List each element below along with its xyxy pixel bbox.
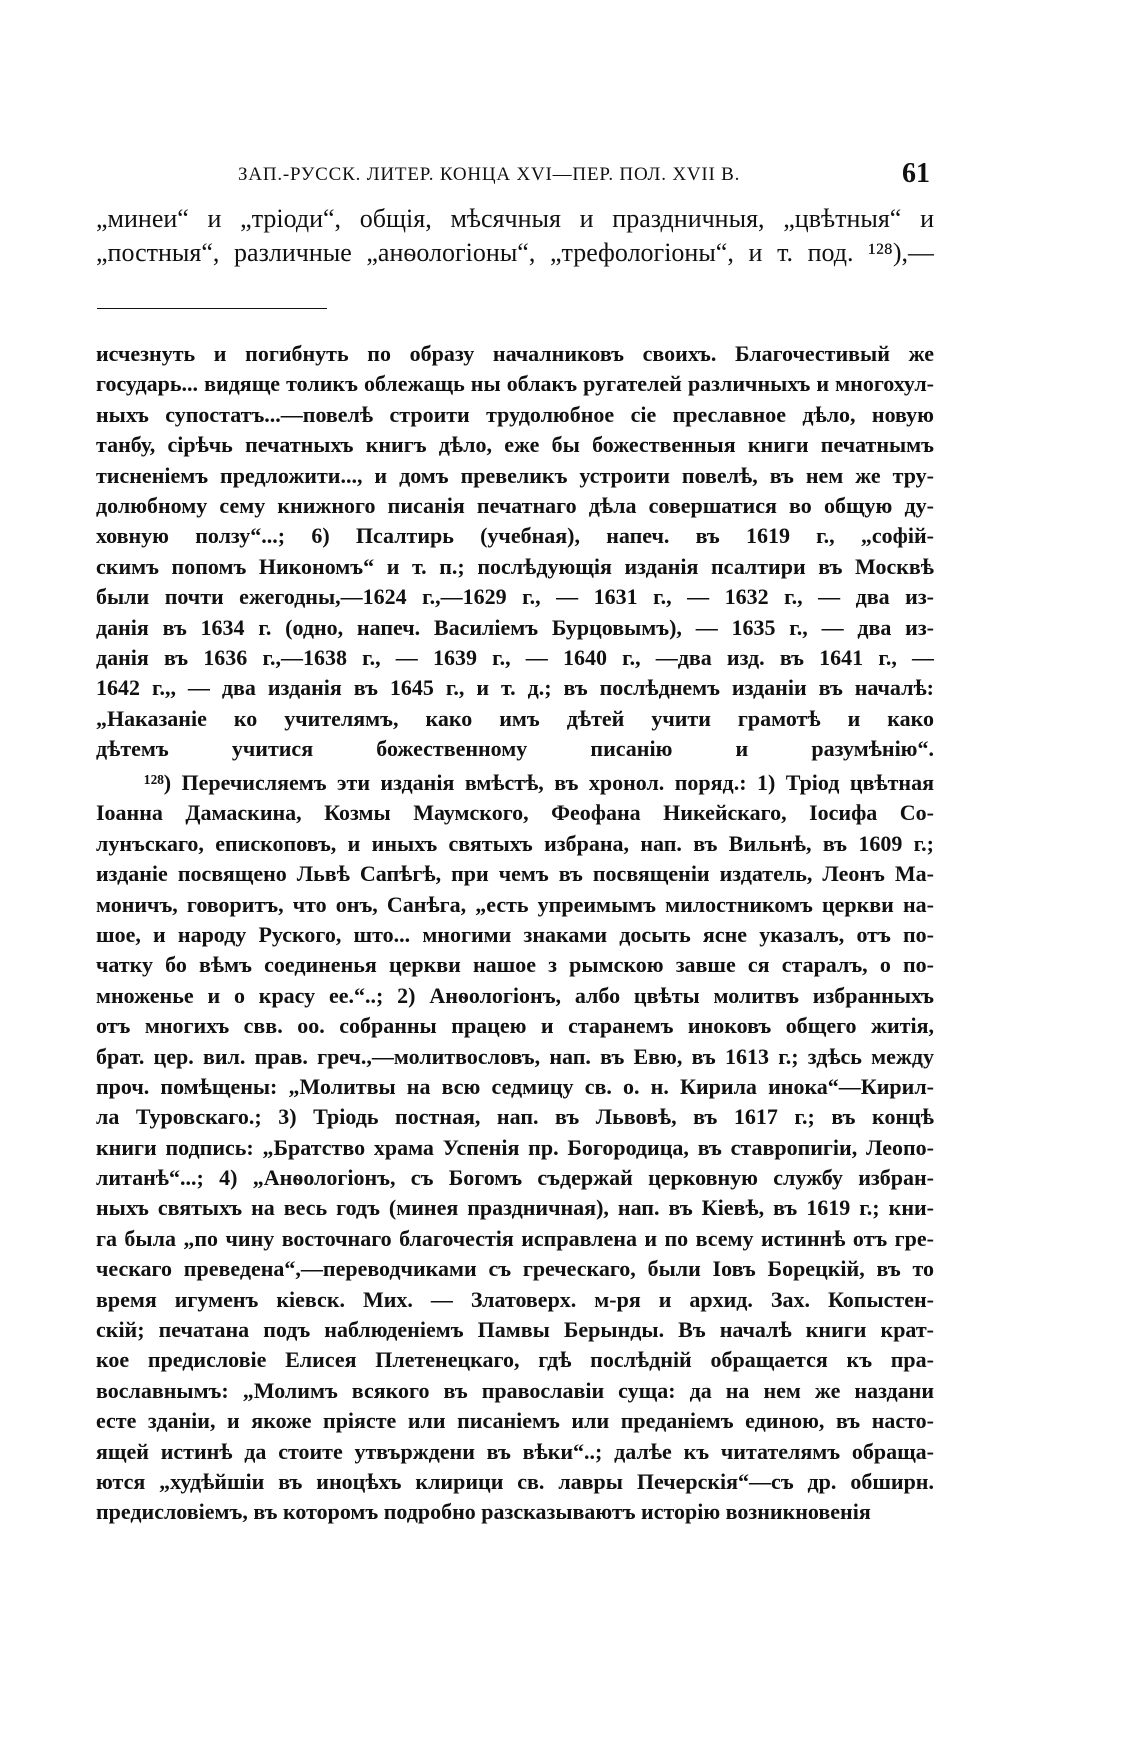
footnote-line: ¹²⁸) Перечисляемъ эти изданія вмѣстѣ, въ хронол. поряд.: 1) Тріод цвѣтная bbox=[144, 770, 934, 795]
footnote-line: дѣтемъ учитися божественному писанію и разумѣнію“. bbox=[96, 736, 934, 762]
footnote-line: изданіе посвящено Львѣ Сапѣгѣ, при чемъ въ посвященіи издатель, Леонъ Ма- bbox=[96, 861, 934, 887]
footnote-line: чатку бо вѣмъ соединенья церкви нашое з рымскою завше ся старалъ, о по- bbox=[96, 952, 934, 978]
footnote-line: есте зданіи, и якоже пріясте или писаніемъ или преданіемъ единою, въ насто- bbox=[96, 1408, 934, 1434]
footnote-line: книги подпись: „Братство храма Успенія пр. Богородица, въ ставропигіи, Леопо- bbox=[96, 1134, 934, 1160]
footnote-line: шое, и народу Руского, што... многими знаками досыть ясне указалъ, отъ по- bbox=[96, 921, 934, 947]
main-text bbox=[96, 202, 934, 270]
footnote-line: ныхъ святыхъ на весь годъ (минея праздничная), нап. въ Кіевѣ, въ 1619 г.; кни- bbox=[96, 1195, 934, 1221]
footnote-separator bbox=[97, 308, 327, 309]
running-head: ЗАП.-РУССК. ЛИТЕР. КОНЦА XVI—ПЕР. ПОЛ. XVII В. bbox=[238, 164, 741, 185]
footnote-line: ныхъ супостатъ...—повелѣ строити трудолюбное сіе преславное дѣло, новую bbox=[96, 401, 934, 427]
footnote-line: брат. цер. вил. прав. греч.,—молитвословъ, нап. въ Евю, въ 1613 г.; здѣсь между bbox=[96, 1043, 934, 1069]
footnote-line: множенье и о красу ее.“..; 2) Анѳологіонъ, албо цвѣты молитвъ избранныхъ bbox=[96, 982, 934, 1008]
footnote-line: тисненіемъ предложити..., и домъ превеликъ устроити повелѣ, въ нем же тру- bbox=[96, 462, 934, 488]
footnote-line: исчезнуть и погибнуть по образу началниковъ своихъ. Благочестивый же bbox=[96, 341, 934, 366]
footnote-line: скимъ попомъ Никономъ“ и т. п.; послѣдующія изданія псалтири въ Москвѣ bbox=[96, 553, 934, 579]
footnote-line: проч. помѣщены: „Молитвы на всю седмицу св. о. н. Кирила инока“—Кирил- bbox=[96, 1073, 934, 1099]
footnote-line: ховную ползу“...; 6) Псалтирь (учебная), напеч. въ 1619 г., „софій- bbox=[96, 523, 934, 549]
footnote-line: га была „по чину восточнаго благочестія исправлена и по всему истиннѣ отъ гре- bbox=[96, 1225, 934, 1251]
footnote-line: долюбному сему книжного писанія печатнаго дѣла совершатися во общую ду- bbox=[96, 492, 934, 518]
footnote-128 bbox=[96, 768, 934, 1528]
footnote-line: время игуменъ кіевск. Мих. — Златоверх. м-ря и архид. Зах. Копыстен- bbox=[96, 1286, 934, 1312]
text-line: „постныя“, различные „анѳологіоны“, „трефологіоны“, и т. под. ¹²⁸),— bbox=[96, 238, 934, 267]
footnote-line: литанѣ“...; 4) „Анѳологіонъ, съ Богомъ съдержай церковную службу избран- bbox=[96, 1165, 934, 1191]
footnote-line: лунъскаго, епископовъ, и иныхъ святыхъ избрана, нап. въ Вильнѣ, въ 1609 г.; bbox=[96, 830, 934, 856]
text-line: „минеи“ и „тріоди“, общія, мѣсячныя и праздничныя, „цвѣтныя“ и bbox=[96, 204, 934, 233]
footnote-line: 1642 г.,, — два изданія въ 1645 г., и т. д.; въ послѣднемъ изданіи въ началѣ: bbox=[96, 675, 934, 701]
footnote-line: данія въ 1636 г.,—1638 г., — 1639 г., — 1640 г., —два изд. въ 1641 г., — bbox=[96, 644, 934, 670]
footnote-line: государь... видяще толикъ облежащь ны облакъ ругателей различныхъ и многохул- bbox=[96, 371, 934, 397]
footnote-line: Іоанна Дамаскина, Козмы Маумского, Феофана Никейскаго, Іосифа Со- bbox=[96, 800, 934, 826]
footnote-continuation bbox=[96, 339, 934, 764]
footnote-line: ла Туровскаго.; 3) Тріодь постная, нап. въ Львовѣ, въ 1617 г.; въ концѣ bbox=[96, 1104, 934, 1130]
footnote-line: моничъ, говоритъ, что онъ, Санѣга, „есть упреимымъ милостникомъ церкви на- bbox=[96, 891, 934, 917]
page-number: 61 bbox=[902, 158, 930, 189]
footnote-line: вославнымъ: „Молимъ всякого въ православіи суща: да на нем же наздани bbox=[96, 1377, 934, 1403]
footnote-line: ящей истинѣ да стоите утвърждени въ вѣки“..; далѣе къ читателямъ обраща- bbox=[96, 1438, 934, 1464]
page-header bbox=[238, 158, 938, 189]
footnote-line: скій; печатана подъ наблюденіемъ Памвы Берынды. Въ началѣ книги крат- bbox=[96, 1317, 934, 1343]
footnote-line: были почти ежегодны,—1624 г.,—1629 г., — 1631 г., — 1632 г., — два из- bbox=[96, 584, 934, 610]
footnote-line: ются „худѣйшіи въ иноцѣхъ клирици св. лавры Печерскія“—съ др. обширн. bbox=[96, 1468, 934, 1494]
footnote-line: отъ многихъ свв. оо. собранны працею и старанемъ иноковъ общего житія, bbox=[96, 1013, 934, 1039]
footnote-line: „Наказаніе ко учителямъ, како имъ дѣтей учити грамотѣ и како bbox=[96, 705, 934, 731]
footnote-line: танбу, сірѣчь печатныхъ книгъ дѣло, еже бы божественныя книги печатнымъ bbox=[96, 432, 934, 458]
footnote-line: ческаго преведена“,—переводчиками съ греческаго, были Іовъ Борецкій, въ то bbox=[96, 1256, 934, 1282]
footnote-line: предисловіемъ, въ которомъ подробно разсказываютъ исторію возникновенія bbox=[96, 1499, 871, 1525]
footnote-line: кое предисловіе Елисея Плетенецкаго, гдѣ послѣдній обращается къ пра- bbox=[96, 1347, 934, 1373]
footnote-line: данія въ 1634 г. (одно, напеч. Василіемъ Бурцовымъ), — 1635 г., — два из- bbox=[96, 614, 934, 640]
